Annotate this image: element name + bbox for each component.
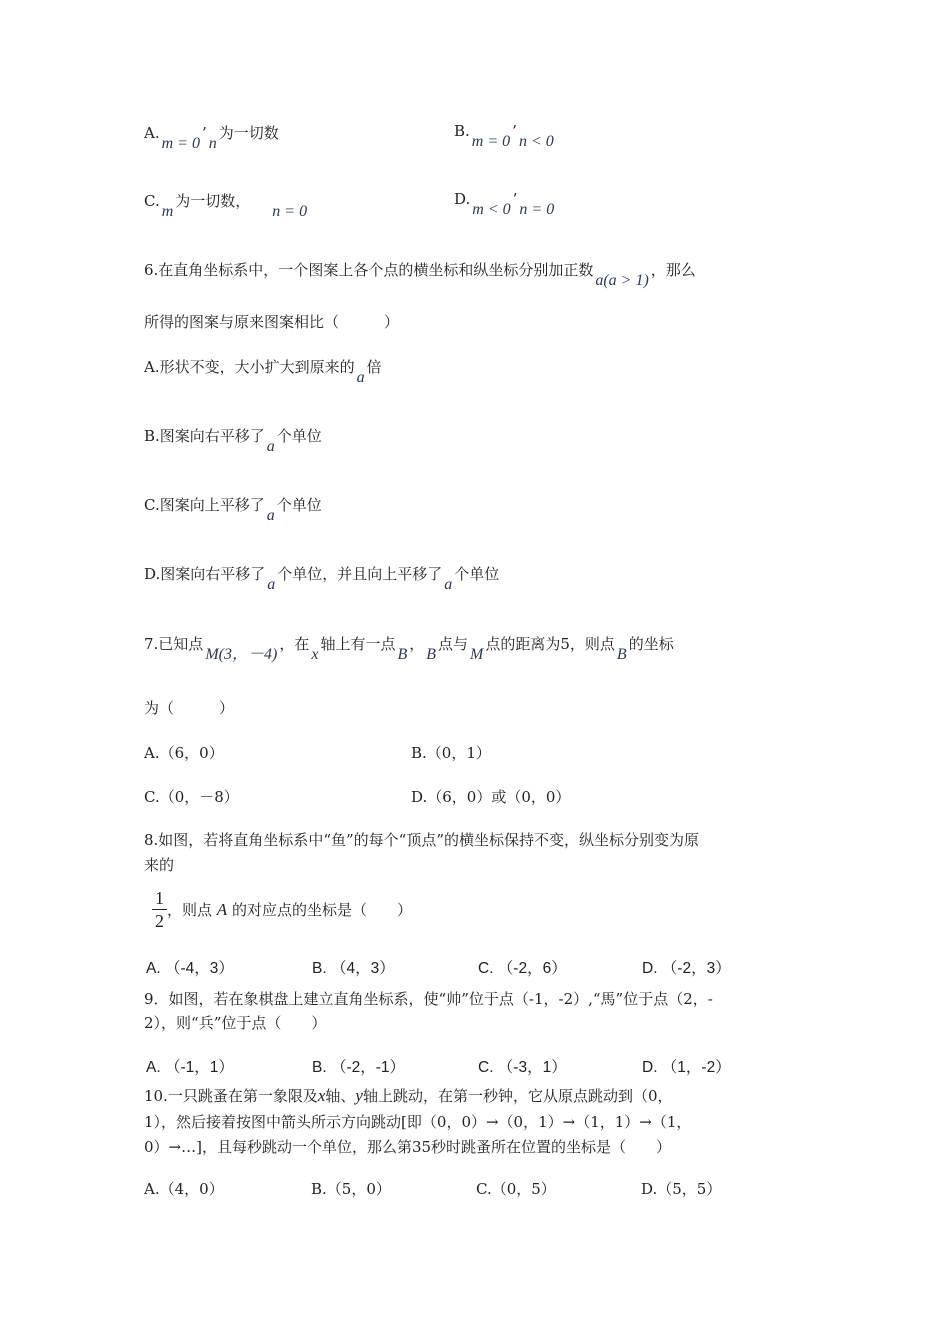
q6-stem-line1: 6.在直角坐标系中，一个图案上各个点的横坐标和纵坐标分别加正数a(a > 1)，那么	[144, 261, 696, 289]
q6-math: a(a > 1)	[595, 272, 649, 289]
q5-option-b: B.m = 0’n < 0	[454, 122, 554, 150]
q10-option-d: D.（5，5）	[641, 1180, 722, 1198]
q8-stem-line1: 8.如图，若将直角坐标系中“鱼”的每个“顶点”的横坐标保持不变，纵坐标分别变为原	[144, 831, 699, 849]
q5-a-n: n	[208, 135, 217, 152]
q5-option-c: C.m为一切数，n = 0	[144, 192, 308, 220]
q5-a-m: m = 0	[161, 135, 200, 152]
q6-stem-line2: 所得的图案与原来图案相比（ ）	[144, 313, 400, 331]
q9-stem-line1: 9．如图，若在象棋盘上建立直角坐标系，使“帅”位于点（-1，-2）,“馬”位于点（2，-	[144, 990, 713, 1008]
fraction-one-half: $\frac{1}{2}$	[152, 887, 167, 932]
q7-stem-line2: 为（ ）	[144, 699, 235, 717]
q7-option-b: B.（0，1）	[411, 744, 491, 762]
q9-stem-line2: 2），则“兵”位于点（ ）	[144, 1014, 327, 1032]
q6-option-b: B.图案向右平移了a个单位	[144, 427, 322, 455]
q5-b-m: m = 0	[471, 133, 511, 150]
q7-point-m: M(3，－4)	[205, 646, 278, 663]
q5-option-d: D.m < 0’n = 0	[454, 190, 555, 218]
q5-d-m: m < 0	[472, 201, 511, 218]
q10-stem-line2: 1），然后接着按图中箭头所示方向跳动[即（0，0）→（0，1）→（1，1）→（1，	[144, 1113, 692, 1131]
q7-stem-line1: 7.已知点M(3，－4)，在x轴上有一点B，B点与M点的距离为5，则点B的坐标	[144, 635, 674, 663]
q5-c-n: n = 0	[272, 203, 308, 220]
q8-stem-line3: $\frac{1}{2}$ ，则点 A 的对应点的坐标是（ ）	[152, 887, 412, 932]
q5-b-n: n < 0	[518, 133, 554, 150]
q9-option-c: C. （-3，1）	[478, 1059, 567, 1076]
q7-option-d: D.（6，0）或（0，0）	[411, 788, 571, 806]
q5-option-a: A.m = 0’n为一切数	[144, 124, 279, 152]
q9-option-b: B. （-2，-1）	[312, 1059, 406, 1076]
q7-option-c: C.（0，－8）	[144, 788, 239, 806]
q10-option-a: A.（4，0）	[144, 1180, 224, 1198]
q8-option-d: D. （-2，3）	[642, 960, 731, 977]
q5-c-m: m	[161, 203, 174, 220]
q10-stem-line3: 0）→…]，且每秒跳动一个单位，那么第35秒时跳蚤所在位置的坐标是（ ）	[144, 1138, 672, 1156]
q9-option-d: D. （1，-2）	[642, 1059, 731, 1076]
q8-stem-line2: 来的	[144, 856, 175, 874]
q6-option-a: A.形状不变，大小扩大到原来的a倍	[144, 358, 382, 386]
q5-d-n: n = 0	[519, 201, 555, 218]
q10-stem-line1: 10.一只跳蚤在第一象限及x轴、y轴上跳动，在第一秒钟，它从原点跳动到（0，	[144, 1086, 673, 1105]
q10-option-c: C.（0，5）	[476, 1180, 556, 1198]
q8-option-b: B. （4，3）	[312, 960, 395, 977]
q8-option-a: A. （-4，3）	[146, 960, 234, 977]
q6-option-c: C.图案向上平移了a个单位	[144, 496, 322, 524]
q7-option-a: A.（6，0）	[144, 744, 224, 762]
q9-option-a: A. （-1，1）	[146, 1059, 234, 1076]
q10-option-b: B.（5，0）	[311, 1180, 391, 1198]
q6-option-d: D.图案向右平移了a个单位，并且向上平移了a个单位	[144, 565, 500, 593]
q8-option-c: C. （-2，6）	[478, 960, 567, 977]
